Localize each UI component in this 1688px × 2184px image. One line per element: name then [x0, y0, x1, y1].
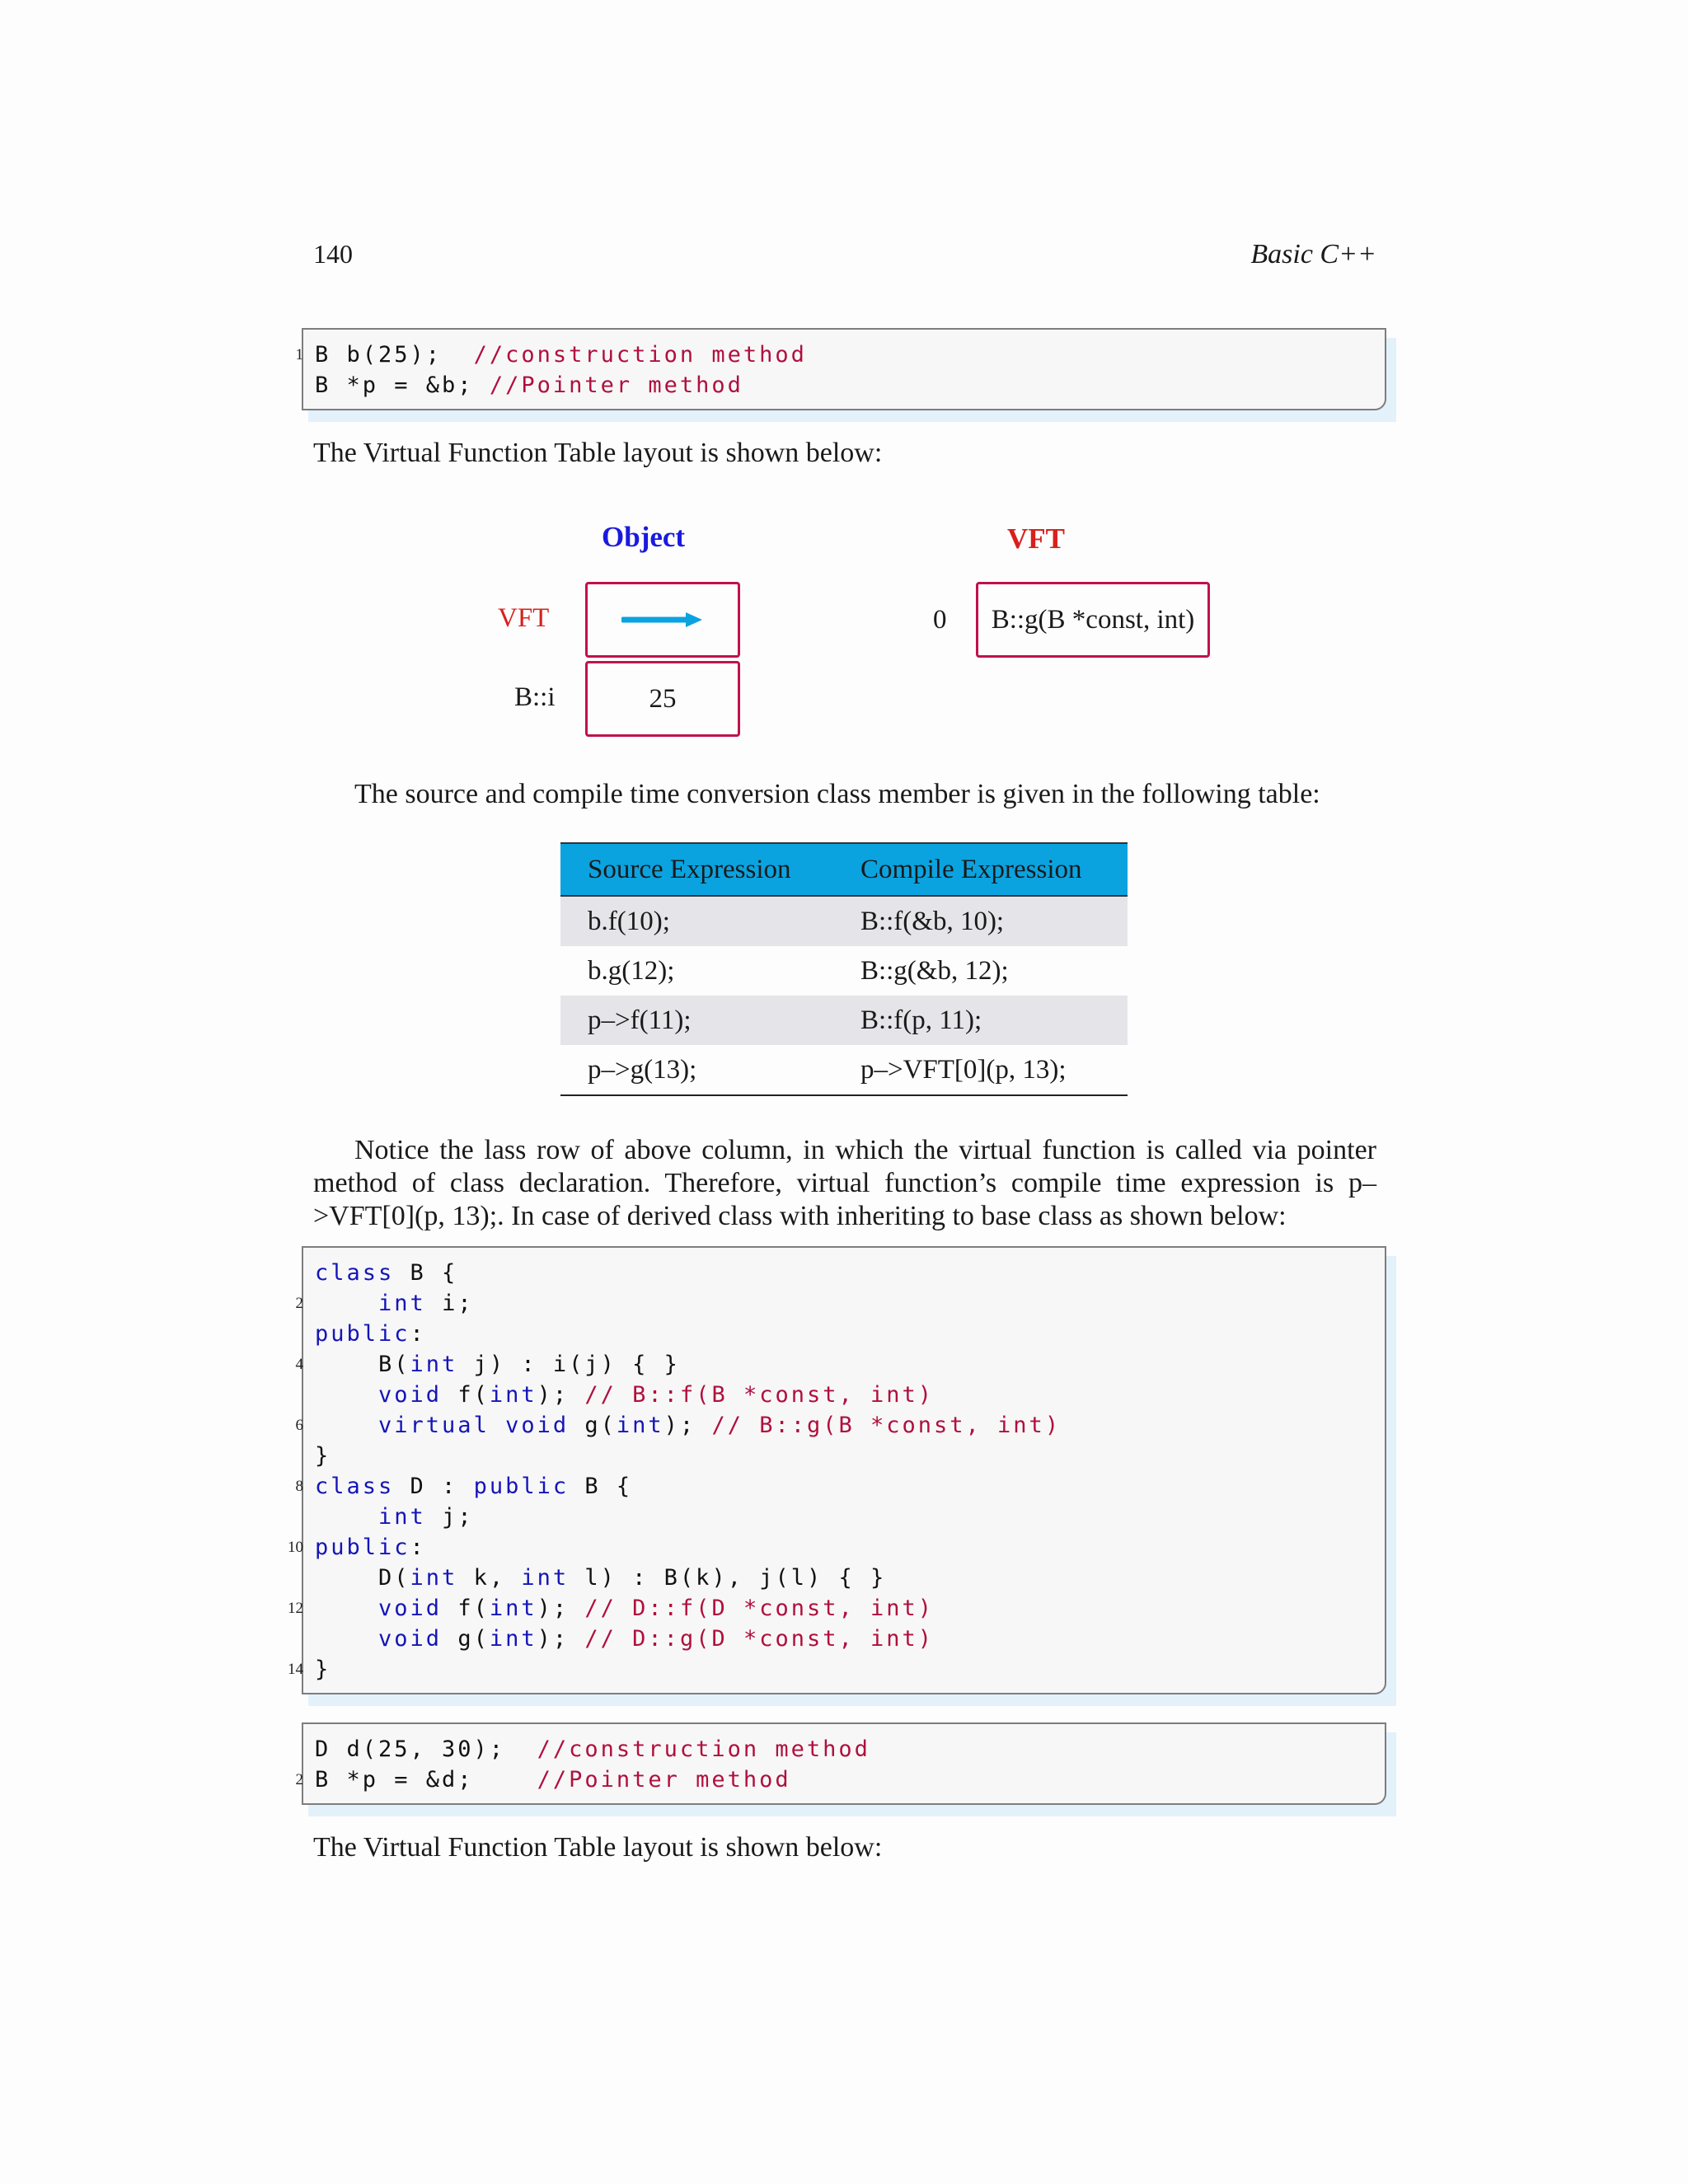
code-text: D d(25, 30);	[315, 1736, 537, 1762]
code-keyword: int	[489, 1596, 537, 1621]
code-text: B *p = &b;	[315, 373, 490, 398]
object-title: Object	[602, 521, 686, 553]
object-vptr-cell	[585, 582, 740, 658]
code-keyword: virtual void	[378, 1413, 570, 1438]
code-comment: // D::g(D *const, int)	[584, 1626, 935, 1652]
code-text: l) : B(k), j(l) { }	[569, 1565, 887, 1591]
column-header: Source Expression	[560, 843, 833, 896]
code-line	[315, 1624, 1385, 1654]
code-line	[295, 1471, 1385, 1502]
paragraph-derived-intro: Notice the lass row of above column, in which the virtual function is called via pointer method of class declaration. Therefore, virtual function’s compile time expression is p–>VFT[0](p, 13);. In case of derived class with inheriting to base class as shown below:	[313, 1135, 1376, 1231]
running-title: Basic C++	[1250, 239, 1376, 269]
table-cell: p–>f(11);	[560, 996, 833, 1045]
code-text: f(	[442, 1382, 490, 1408]
code-text	[315, 1413, 378, 1438]
code-comment: //construction method	[537, 1736, 870, 1762]
code-text: B b(25);	[315, 342, 458, 368]
code-keyword: int	[521, 1565, 570, 1591]
code-box	[288, 1246, 1386, 1694]
code-text: g(	[442, 1626, 490, 1652]
code-keyword: int	[378, 1504, 426, 1530]
code-box	[295, 1722, 1386, 1805]
table-cell: B::f(&b, 10);	[833, 896, 1128, 946]
code-comment: //construction method	[457, 342, 807, 368]
line-number: 8	[295, 1478, 303, 1495]
row-label-bi: B::i	[514, 682, 556, 712]
code-line	[288, 1593, 1385, 1624]
column-header: Compile Expression	[833, 843, 1128, 896]
code-text	[315, 1626, 378, 1652]
code-text: D :	[394, 1474, 474, 1499]
line-number: 14	[288, 1661, 303, 1678]
table-header-row	[560, 843, 1128, 896]
code-keyword: int	[616, 1413, 664, 1438]
code-line	[288, 1532, 1385, 1563]
code-text: B(	[315, 1352, 410, 1377]
code-text	[315, 1382, 378, 1408]
code-text: }	[315, 1657, 331, 1682]
code-box	[295, 328, 1386, 410]
line-number: 6	[295, 1417, 303, 1434]
code-text: }	[315, 1443, 331, 1469]
code-listing-construction	[295, 328, 1386, 410]
code-text: B *p = &d;	[315, 1767, 537, 1793]
table-row	[560, 896, 1128, 946]
table-cell: b.g(12);	[588, 955, 675, 986]
code-keyword: public	[473, 1474, 570, 1499]
code-comment: //Pointer method	[489, 373, 743, 398]
table-cell: B::f(p, 11);	[833, 996, 1128, 1045]
code-keyword: void	[378, 1596, 443, 1621]
code-text: :	[410, 1535, 426, 1560]
code-keyword: void	[378, 1626, 443, 1652]
code-text	[315, 1291, 378, 1316]
code-line	[295, 340, 1385, 370]
arrow-right-icon	[621, 610, 704, 630]
code-text: g(	[569, 1413, 617, 1438]
code-line	[315, 1380, 1385, 1410]
code-text: );	[537, 1382, 585, 1408]
code-text: :	[410, 1321, 426, 1347]
table-cell: p–>g(13);	[560, 1045, 833, 1095]
vft-title: VFT	[1007, 523, 1065, 555]
code-text: i;	[425, 1291, 474, 1316]
code-keyword: public	[315, 1535, 410, 1560]
code-text: D(	[315, 1565, 410, 1591]
code-line	[315, 1319, 1385, 1349]
conversion-table	[560, 842, 1128, 1096]
code-keyword: class	[315, 1474, 395, 1499]
code-text: B {	[569, 1474, 633, 1499]
line-number: 1	[295, 346, 303, 363]
code-listing-class-declarations	[288, 1246, 1386, 1694]
code-text	[315, 1504, 378, 1530]
code-keyword: int	[378, 1291, 426, 1316]
code-line	[315, 370, 1385, 401]
code-line	[315, 1734, 1385, 1765]
code-keyword: int	[410, 1352, 458, 1377]
code-line	[315, 1441, 1385, 1471]
code-comment: // D::f(D *const, int)	[584, 1596, 935, 1621]
code-keyword: void	[378, 1382, 443, 1408]
code-line	[295, 1765, 1385, 1795]
code-comment: // B::f(B *const, int)	[584, 1382, 935, 1408]
vft-index: 0	[933, 605, 947, 635]
code-keyword: int	[489, 1382, 537, 1408]
vft-entry-cell: B::g(B *const, int)	[976, 582, 1210, 658]
code-text: );	[537, 1626, 585, 1652]
code-text: B {	[394, 1260, 458, 1286]
code-comment: //Pointer method	[537, 1767, 791, 1793]
code-listing-derived-construction	[295, 1722, 1386, 1805]
code-text: f(	[442, 1596, 490, 1621]
code-keyword: public	[315, 1321, 410, 1347]
paragraph-vft-intro-2: The Virtual Function Table layout is shown below:	[313, 1832, 883, 1863]
code-line	[288, 1654, 1385, 1685]
code-text: );	[663, 1413, 712, 1438]
code-comment: // B::g(B *const, int)	[711, 1413, 1062, 1438]
table-row	[560, 1045, 1128, 1095]
code-text: j;	[425, 1504, 474, 1530]
row-label-vft: VFT	[498, 603, 550, 633]
code-text: );	[537, 1596, 585, 1621]
code-keyword: class	[315, 1260, 395, 1286]
table-cell: B::g(&b, 12);	[860, 955, 1009, 986]
code-text	[315, 1596, 378, 1621]
code-line	[295, 1288, 1385, 1319]
code-line	[315, 1258, 1385, 1288]
page-number: 140	[313, 239, 353, 269]
table-row	[560, 946, 1128, 996]
code-text: k,	[457, 1565, 522, 1591]
code-line	[315, 1502, 1385, 1532]
table-cell: p–>VFT[0](p, 13);	[833, 1045, 1128, 1095]
line-number: 4	[295, 1356, 303, 1373]
code-line	[295, 1410, 1385, 1441]
code-text: j) : i(j) { }	[457, 1352, 680, 1377]
code-keyword: int	[489, 1626, 537, 1652]
code-keyword: int	[410, 1565, 458, 1591]
line-number: 2	[295, 1771, 303, 1788]
paragraph-vft-intro: The Virtual Function Table layout is shown below:	[313, 438, 883, 468]
code-line	[315, 1563, 1385, 1593]
line-number: 2	[295, 1295, 303, 1312]
table-cell: b.f(10);	[560, 896, 833, 946]
object-value-cell: 25	[585, 661, 740, 737]
line-number: 12	[288, 1600, 303, 1617]
table-row	[560, 996, 1128, 1045]
paragraph-table-intro: The source and compile time conversion class member is given in the following table:	[354, 779, 1320, 809]
code-line	[295, 1349, 1385, 1380]
line-number: 10	[288, 1539, 303, 1556]
